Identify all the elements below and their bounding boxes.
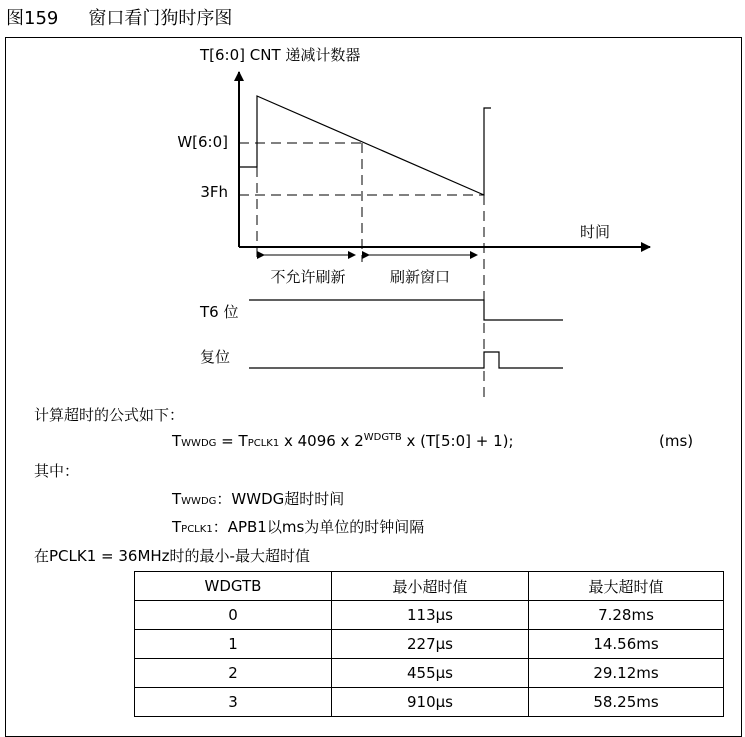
x-axis-label: 时间: [580, 223, 611, 241]
level-3fh-label: 3Fh: [200, 183, 228, 201]
formula-equals: =: [216, 432, 239, 450]
table-cell: 29.12ms: [529, 659, 724, 688]
formula-lhs: T: [172, 432, 182, 450]
table-cell: 0: [135, 601, 332, 630]
twwdg-symbol: T: [172, 490, 182, 508]
tpclk-desc: ：APB1以ms为单位的时钟间隔: [212, 518, 425, 536]
where-label: 其中：: [34, 462, 80, 480]
t6-waveform: [249, 300, 563, 320]
y-axis-label: T[6:0] CNT 递减计数器: [200, 46, 361, 64]
table-cell: 113µs: [332, 601, 529, 630]
tpclk-definition: [172, 516, 424, 537]
timeout-table: [134, 571, 724, 717]
no-refresh-label: 不允许刷新: [270, 268, 346, 286]
table-header: WDGTB: [135, 572, 332, 601]
formula-intro: 计算超时的公式如下：: [34, 406, 185, 424]
formula-rhs-mult: x 4096 x 2: [279, 432, 364, 450]
figure-title: 窗口看门狗时序图: [88, 8, 233, 29]
table-cell: 7.28ms: [529, 601, 724, 630]
table-caption: 在PCLK1 = 36MHz时的最小-最大超时值: [34, 547, 310, 565]
table-cell: 1: [135, 630, 332, 659]
twwdg-desc: ：WWDG超时时间: [216, 490, 345, 508]
table-cell: 227µs: [332, 630, 529, 659]
twwdg-definition: [172, 488, 344, 509]
table-header-row: [135, 572, 724, 601]
table-cell: 14.56ms: [529, 630, 724, 659]
table-header: 最小超时值: [332, 572, 529, 601]
refresh-window-label: 刷新窗口: [389, 268, 451, 286]
formula-rhs-sub: PCLK1: [247, 438, 280, 449]
level-w-label: W[6:0]: [177, 133, 228, 151]
formula-rhs-tail: x (T[5:0] + 1);: [401, 432, 514, 450]
reset-waveform: [249, 352, 563, 368]
table-cell: 455µs: [332, 659, 529, 688]
timeout-formula: [172, 432, 514, 450]
table-cell: 58.25ms: [529, 688, 724, 717]
formula-rhs-t: T: [238, 432, 248, 450]
reset-signal-label: 复位: [200, 348, 231, 366]
table-cell: 910µs: [332, 688, 529, 717]
twwdg-sub: WWDG: [181, 496, 217, 507]
table-row: [135, 601, 724, 630]
table-row: [135, 659, 724, 688]
table-cell: 2: [135, 659, 332, 688]
table-row: [135, 630, 724, 659]
formula-lhs-sub: WWDG: [181, 438, 217, 449]
table-header: 最大超时值: [529, 572, 724, 601]
formula-unit: (ms): [659, 432, 694, 450]
formula-rhs-sup: WDGTB: [363, 432, 402, 443]
t6-signal-label: T6 位: [200, 303, 239, 321]
figure-number: 图159: [6, 8, 59, 29]
counter-waveform: [239, 96, 491, 195]
table-cell: 3: [135, 688, 332, 717]
tpclk-sub: PCLK1: [181, 524, 213, 535]
tpclk-symbol: T: [172, 518, 182, 536]
table-row: [135, 688, 724, 717]
